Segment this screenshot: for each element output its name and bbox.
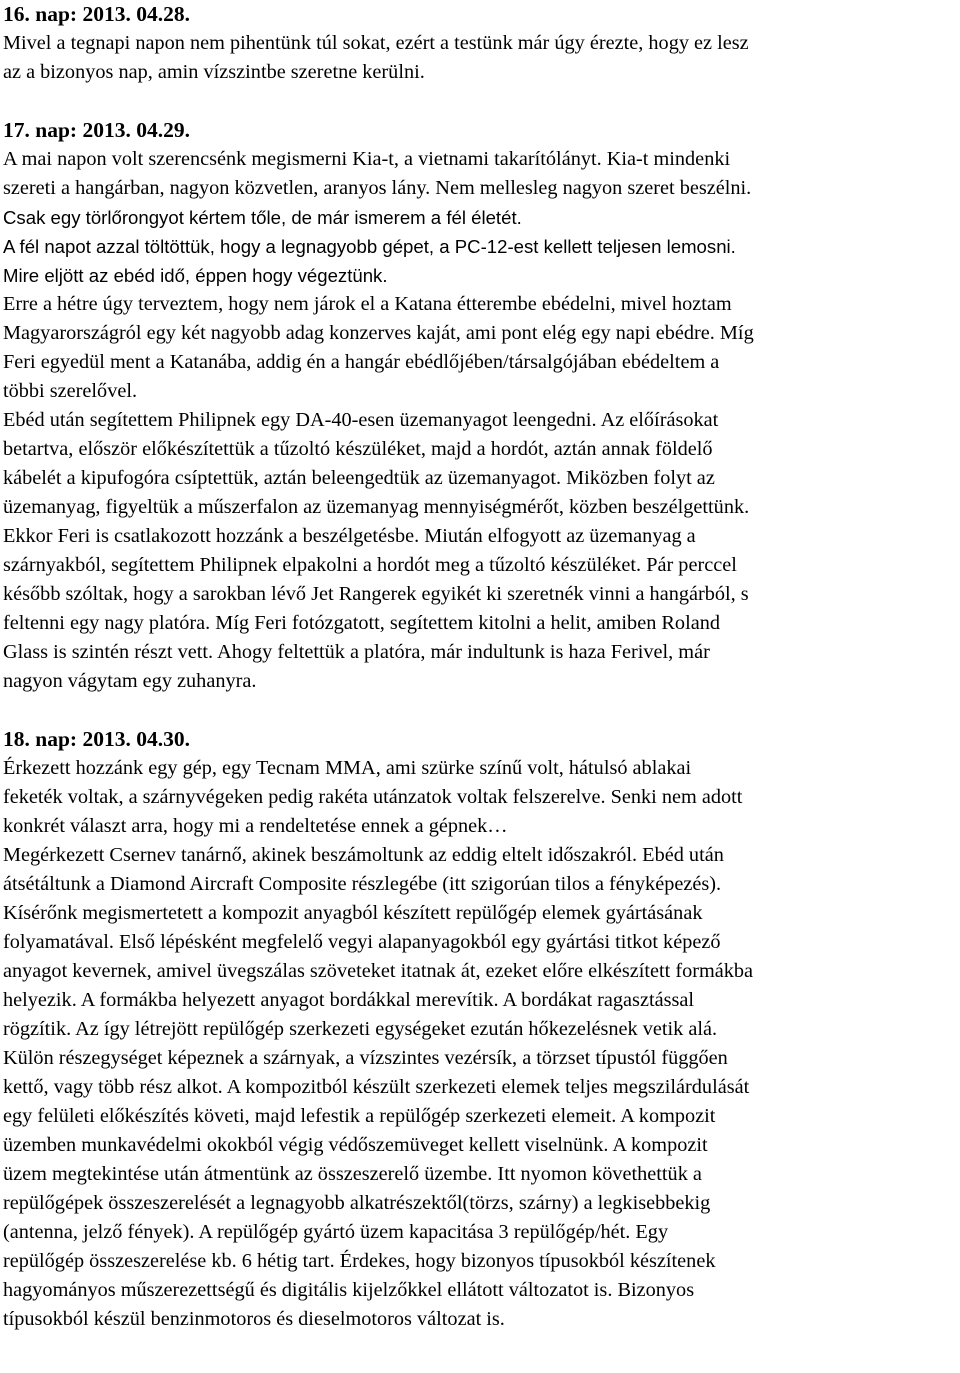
entry-paragraph [3,145,958,232]
text-line: szárnyakból, segítettem Philipnek elpakolni a hordót meg a tűzoltó készüléket. Pár perccel [3,554,737,576]
text-line: nagyon vágytam egy zuhanyra. [3,670,257,692]
entry-heading: 16. nap: 2013. 04.28. [3,2,190,26]
entry-paragraph [3,841,958,1334]
text-line: kettő, vagy több rész alkot. A kompozitból készült szerkezeti elemek teljes megszilárdulását [3,1076,750,1098]
text-line: üzemanyag, figyeltük a műszerfalon az üzemanyag mennyiségmérőt, közben beszélgettünk. [3,496,750,518]
entry-paragraph [3,754,958,841]
text-line: típusokból készül benzinmotoros és dieselmotoros változat is. [3,1308,505,1330]
text-line: A fél napot azzal töltöttük, hogy a legnagyobb gépet, a PC-12-est kellett teljesen lemosni. [3,236,736,257]
text-line: üzemben munkavédelmi okokból végig védőszemüveget kellett viselnünk. A kompozit [3,1134,708,1156]
text-line: az a bizonyos nap, amin vízszintbe szeretne kerülni. [3,61,425,83]
text-line: egy felületi előkészítés követi, majd lefestik a repülőgép szerkezeti elemeit. A kompozit [3,1105,716,1127]
text-line: Erre a hétre úgy terveztem, hogy nem járok el a Katana étterembe ebédelni, mivel hoztam [3,293,732,315]
text-line: Érkezett hozzánk egy gép, egy Tecnam MMA, ami szürke színű volt, hátulsó ablakai [3,757,692,779]
text-line: Csak egy törlőrongyot kértem tőle, de már ismerem a fél életét. [3,207,522,228]
text-line: Ebéd után segítettem Philipnek egy DA-40-esen üzemanyagot leengedni. Az előírásokat [3,409,719,431]
text-line: hagyományos műszerezettségű és digitális kijelzőkkel ellátott változatot is. Bizonyos [3,1279,695,1301]
text-line: Megérkezett Csernev tanárnő, akinek beszámoltunk az eddig eltelt időszakról. Ebéd után [3,844,724,866]
entry-paragraph [3,406,958,696]
diary-entry [3,0,958,87]
text-line: többi szerelővel. [3,380,138,402]
text-line: helyezik. A formákba helyezett anyagot bordákkal merevítik. A bordákat ragasztással [3,989,695,1011]
diary-entry [3,725,958,1334]
text-line: anyagot kevernek, amivel üvegszálas szöveteket itatnak át, ezeket előre elkészített formákba [3,960,754,982]
text-line: Ekkor Feri is csatlakozott hozzánk a beszélgetésbe. Miután elfogyott az üzemanyag a [3,525,696,547]
text-line: szereti a hangárban, nagyon közvetlen, aranyos lány. Nem mellesleg nagyon szeret beszélni. [3,177,752,199]
text-line: Kísérőnk megismertetett a kompozit anyagból készített repülőgép elemek gyártásának [3,902,703,924]
entry-paragraph [3,232,958,290]
entry-heading: 17. nap: 2013. 04.29. [3,118,190,142]
text-line: átsétáltunk a Diamond Aircraft Composite részlegébe (itt szigorúan tilos a fényképezés). [3,873,722,895]
text-line: Magyarországról egy két nagyobb adag konzerves kaját, ami pont elég egy napi ebédre. Míg [3,322,754,344]
text-line: Feri egyedül ment a Katanába, addig én a hangár ebédlőjében/társalgójában ebédeltem a [3,351,720,373]
text-line: Mivel a tegnapi napon nem pihentünk túl sokat, ezért a testünk már úgy érezte, hogy ez lesz [3,32,749,54]
text-line: folyamatával. Első lépésként megfelelő vegyi alapanyagokból egy gyártási titkot képező [3,931,721,953]
text-line: konkrét választ arra, hogy mi a rendeltetése ennek a gépnek… [3,815,508,837]
text-line: feketék voltak, a szárnyvégeken pedig rakéta utánzatok voltak felszerelve. Senki nem adott [3,786,743,808]
text-line: Glass is szintén részt vett. Ahogy feltettük a platóra, már indultunk is haza Ferivel, már [3,641,710,663]
text-line: repülőgépek összeszerelését a legnagyobb alkatrészektől(törzs, szárny) a legkisebbekig [3,1192,711,1214]
text-line: Külön részegységet képeznek a szárnyak, a vízszintes vezérsík, a törzset típustól függően [3,1047,728,1069]
entry-paragraph [3,290,958,406]
text-line: betartva, először előkészítettük a tűzoltó készüléket, majd a hordót, aztán annak földelő [3,438,713,460]
entry-heading: 18. nap: 2013. 04.30. [3,727,190,751]
entry-spacer [3,696,958,725]
diary-entry [3,116,958,696]
text-line: (antenna, jelző fények). A repülőgép gyártó üzem kapacitása 3 repülőgép/hét. Egy [3,1221,669,1243]
text-line: üzem megtekintése után átmentünk az összeszerelő üzembe. Itt nyomon követhettük a [3,1163,702,1185]
entry-paragraph [3,29,958,87]
text-line: feltenni egy nagy platóra. Míg Feri fotózgatott, segítettem kitolni a helit, amiben Roland [3,612,720,634]
document-page [3,0,958,1334]
text-line: rögzítik. Az így létrejött repülőgép szerkezeti egységeket ezután hőkezelésnek vetik alá. [3,1018,718,1040]
text-line: Mire eljött az ebéd idő, éppen hogy végeztünk. [3,265,388,286]
entry-spacer [3,87,958,116]
text-line: később szóltak, hogy a sarokban lévő Jet Rangerek egyikét ki szeretnék vinni a hangárból, s [3,583,749,605]
text-line: kábelét a kipufogóra csíptettük, aztán beleengedtük az üzemanyagot. Miközben folyt az [3,467,715,489]
text-line: repülőgép összeszerelése kb. 6 hétig tart. Érdekes, hogy bizonyos típusokból készítenek [3,1250,716,1272]
text-line: A mai napon volt szerencsénk megismerni Kia-t, a vietnami takarítólányt. Kia-t mindenki [3,148,731,170]
